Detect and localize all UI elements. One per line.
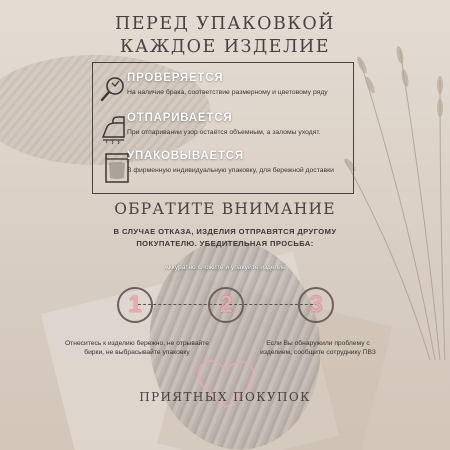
check-heading: ПРОВЕРЯЕТСЯ xyxy=(127,72,224,84)
step-3-text: Если Вы обнаружили проблему с изделием, сообщите сотруднику ПВЗ xyxy=(260,340,376,356)
check-item-packed xyxy=(93,151,353,191)
check-description: В фирменную индивидуальную упаковку, для бережной доставки xyxy=(127,167,334,174)
step-1-circle xyxy=(117,287,153,323)
step-number: 3 xyxy=(309,291,323,318)
attention-line-2: ПОКУПАТЕЛЮ. УБЕДИТЕЛЬНАЯ ПРОСЬБА: xyxy=(136,239,314,248)
check-heading: УПАКОВЫВАЕТСЯ xyxy=(127,150,244,162)
step-number: 1 xyxy=(128,291,142,318)
check-description: При отпаривании узор остаётся объемным, а заломы уходят. xyxy=(127,129,321,136)
attention-title: ОБРАТИТЕ ВНИМАНИЕ xyxy=(114,200,336,218)
page-title-line-1: ПЕРЕД УПАКОВКОЙ xyxy=(115,14,335,34)
step-number: 2 xyxy=(219,291,233,318)
attention-line-1: В СЛУЧАЕ ОТКАЗА, ИЗДЕЛИЯ ОТПРАВЯТСЯ ДРУГОМУ xyxy=(113,227,337,236)
closing-text: ПРИЯТНЫХ ПОКУПОК xyxy=(139,390,311,404)
page-title-line-2: КАЖДОЕ ИЗДЕЛИЕ xyxy=(119,37,331,57)
check-item-inspected xyxy=(93,73,353,113)
step-3-circle xyxy=(298,287,334,323)
attention-text xyxy=(0,226,450,250)
step-2-circle xyxy=(208,287,244,323)
check-item-steamed xyxy=(93,113,353,153)
step-2-text: Аккуратно сложите и упакуйте изделие xyxy=(164,264,286,271)
checks-box xyxy=(92,62,354,194)
step-1-text: Отнеситесь к изделию бережно, не отрывайте бирки, не выбрасывайте упаковку xyxy=(64,340,209,356)
check-heading: ОТПАРИВАЕТСЯ xyxy=(127,112,233,124)
heart-icon xyxy=(193,355,259,413)
check-description: На наличие брака, соответствие размерному и цветовому ряду xyxy=(127,89,328,96)
